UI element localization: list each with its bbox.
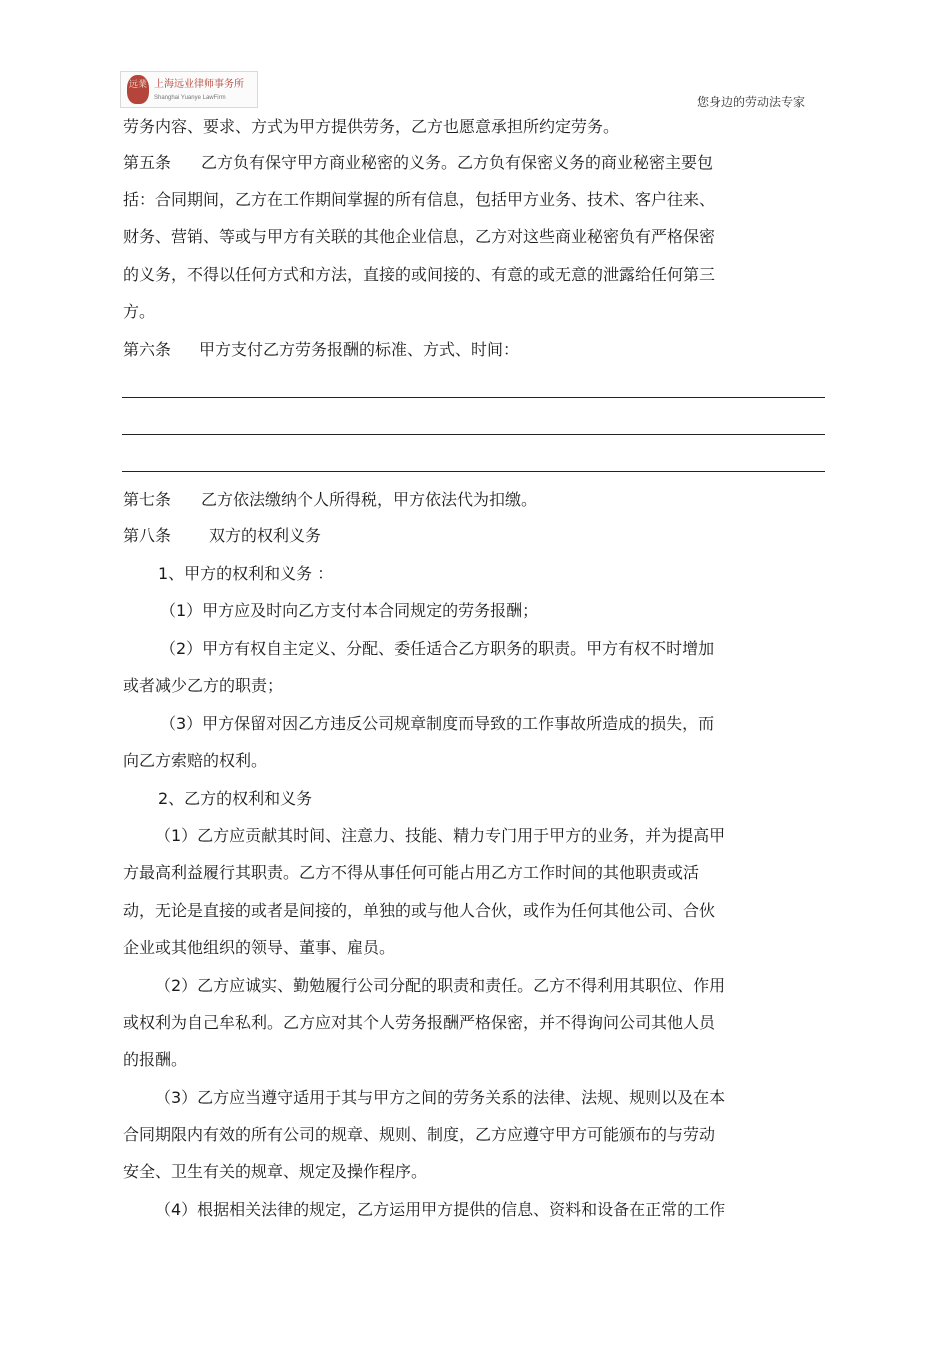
text-line: （1）甲方应及时向乙方支付本合同规定的劳务报酬； — [160, 601, 539, 620]
text-line: 方最高利益履行其职责。乙方不得从事任何可能占用乙方工作时间的其他职责或活 — [123, 863, 700, 882]
fill-in-blank-line — [122, 434, 825, 435]
article-label: 第七条 — [123, 490, 172, 509]
header-tagline: 您身边的劳动法专家 — [697, 95, 806, 109]
text-line: 双方的权利义务 — [209, 526, 322, 545]
text-line: （4）根据相关法律的规定，乙方运用甲方提供的信息、资料和设备在正常的工作 — [155, 1200, 726, 1219]
subsection-heading: 1、甲方的权利和义务 ： — [158, 564, 334, 583]
seal-text: 远業 — [128, 80, 147, 90]
logo-firm-name-en: Shanghai Yuanye LawFirm — [154, 95, 226, 101]
text-line: （3）甲方保留对因乙方违反公司规章制度而导致的工作事故所造成的损失，而 — [160, 714, 715, 733]
article-label: 第五条 — [123, 153, 172, 172]
fill-in-blank-line — [122, 471, 825, 472]
law-firm-logo — [120, 71, 258, 108]
text-line: 财务、营销、等或与甲方有关联的其他企业信息，乙方对这些商业秘密负有严格保密 — [123, 227, 716, 246]
text-line: 或权利为自己牟私利。乙方应对其个人劳务报酬严格保密，并不得询问公司其他人员 — [123, 1013, 716, 1032]
text-line: 乙方负有保守甲方商业秘密的义务。乙方负有保密义务的商业秘密主要包 — [201, 153, 714, 172]
seal-icon — [127, 75, 149, 104]
text-line: 的报酬。 — [123, 1050, 188, 1069]
article-8-line — [123, 526, 321, 546]
text-line: （2）乙方应诚实、勤勉履行公司分配的职责和责任。乙方不得利用其职位、作用 — [155, 976, 726, 995]
text-line: 合同期限内有效的所有公司的规章、规则、制度，乙方应遵守甲方可能颁布的与劳动 — [123, 1125, 716, 1144]
text-line: 向乙方索赔的权利。 — [123, 751, 268, 770]
text-line: 劳务内容、要求、方式为甲方提供劳务，乙方也愿意承担所约定劳务。 — [123, 117, 620, 136]
text-line: 括：合同期间，乙方在工作期间掌握的所有信息，包括甲方业务、技术、客户往来、 — [123, 190, 716, 209]
text-line: 方。 — [123, 302, 156, 321]
article-5-line — [123, 153, 713, 173]
text-line: 乙方依法缴纳个人所得税，甲方依法代为扣缴。 — [201, 490, 538, 509]
fill-in-blank-line — [122, 397, 825, 398]
article-label: 第八条 — [123, 526, 172, 545]
text-line: （3）乙方应当遵守适用于其与甲方之间的劳务关系的法律、法规、规则以及在本 — [155, 1088, 726, 1107]
text-line: 安全、卫生有关的规章、规定及操作程序。 — [123, 1162, 428, 1181]
article-label: 第六条 — [123, 340, 172, 359]
text-line: 甲方支付乙方劳务报酬的标准、方式、时间： — [199, 340, 520, 359]
article-7-line — [123, 490, 537, 510]
text-line: 的义务，不得以任何方式和方法，直接的或间接的、有意的或无意的泄露给任何第三 — [123, 265, 716, 284]
text-line: （1）乙方应贡献其时间、注意力、技能、精力专门用于甲方的业务，并为提高甲 — [155, 826, 726, 845]
text-line: 或者减少乙方的职责； — [123, 676, 284, 695]
subsection-heading: 2、乙方的权利和义务 — [158, 789, 313, 808]
logo-firm-name: 上海远业律师事务所 — [154, 79, 244, 90]
text-line: 动，无论是直接的或者是间接的，单独的或与他人合伙，或作为任何其他公司、合伙 — [123, 901, 716, 920]
text-line: 企业或其他组织的领导、董事、雇员。 — [123, 938, 396, 957]
article-6-line — [123, 340, 519, 360]
text-line: （2）甲方有权自主定义、分配、委任适合乙方职务的职责。甲方有权不时增加 — [160, 639, 715, 658]
